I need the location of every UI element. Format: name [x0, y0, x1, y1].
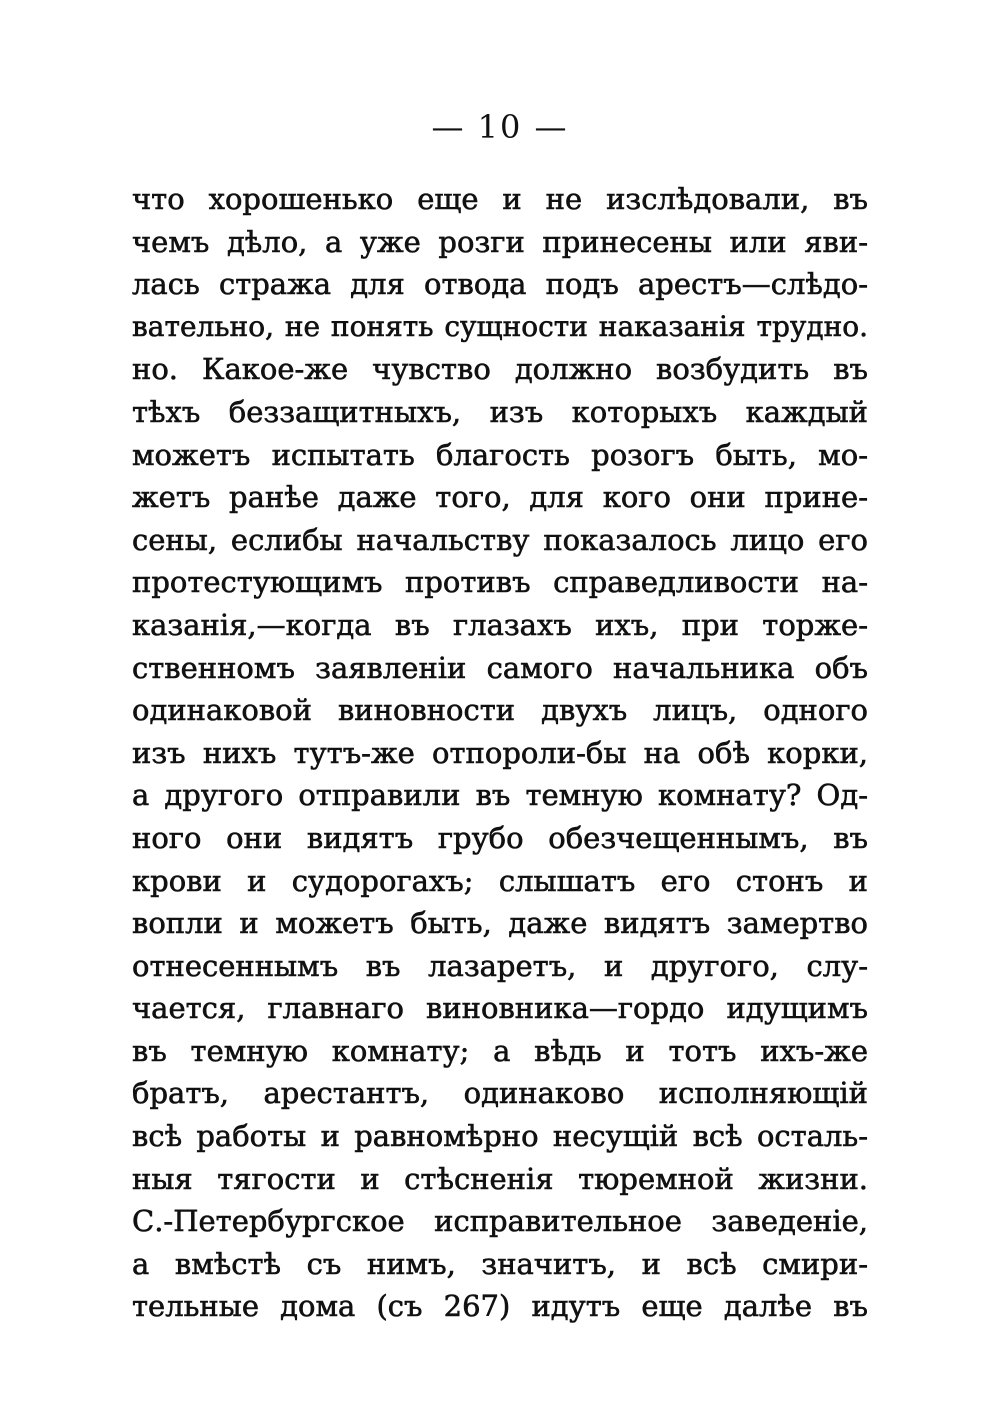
body-text — [132, 178, 868, 1328]
text-line: ственномъ заявленіи самого начальника объ — [132, 650, 868, 685]
text-line: чемъ дѣло, а уже розги принесены или яви- — [132, 224, 868, 259]
text-line: всѣ работы и равномѣрно несущій всѣ осталь- — [132, 1119, 868, 1154]
text-line: въ темную комнату; а вѣдь и тотъ ихъ-же — [132, 1033, 868, 1068]
text-line: жетъ ранѣе даже того, для кого они прине- — [132, 480, 868, 515]
text-line: вательно, не понять сущности наказанія трудно. — [132, 309, 868, 343]
text-line: можетъ испытать благость розогъ быть, мо- — [132, 437, 868, 472]
text-line: что хорошенько еще и не изслѣдовали, въ — [132, 182, 868, 216]
text-line: отнесеннымъ въ лазаретъ, и другого, слу- — [132, 948, 868, 983]
text-line: лась стража для отвода подъ арестъ—слѣдо- — [132, 267, 868, 302]
page-number: — 10 — — [431, 108, 569, 146]
text-line: а вмѣстѣ съ нимъ, значитъ, и всѣ смири- — [132, 1246, 868, 1281]
text-line: а другого отправили въ темную комнату? Од- — [132, 778, 868, 813]
text-line: казанія,—когда въ глазахъ ихъ, при торже- — [132, 607, 868, 642]
text-line: но. Какое-же чувство должно возбудить въ — [132, 352, 868, 387]
text-line: протестующимъ противъ справедливости на- — [132, 565, 868, 600]
text-line: братъ, арестантъ, одинаково исполняющій — [132, 1076, 868, 1111]
text-line: одинаковой виновности двухъ лицъ, одного — [132, 693, 868, 728]
text-line: чается, главнаго виновника—гордо идущимъ — [132, 991, 868, 1026]
text-line: вопли и можетъ быть, даже видятъ замертво — [132, 906, 868, 941]
text-line: С.-Петербургское исправительное заведеніе, — [132, 1204, 868, 1239]
text-line: изъ нихъ тутъ-же отпороли-бы на обѣ корки, — [132, 735, 868, 770]
text-line: ныя тягости и стѣсненія тюремной жизни. — [132, 1161, 868, 1196]
text-line: тѣхъ беззащитныхъ, изъ которыхъ каждый — [132, 394, 868, 429]
text-line: ного они видятъ грубо обезчещеннымъ, въ — [132, 820, 868, 855]
text-line: крови и судорогахъ; слышатъ его стонъ и — [132, 863, 868, 898]
text-line: сены, еслибы начальству показалось лицо его — [132, 522, 868, 557]
text-line: тельные дома (съ 267) идутъ еще далѣе въ — [132, 1289, 868, 1324]
